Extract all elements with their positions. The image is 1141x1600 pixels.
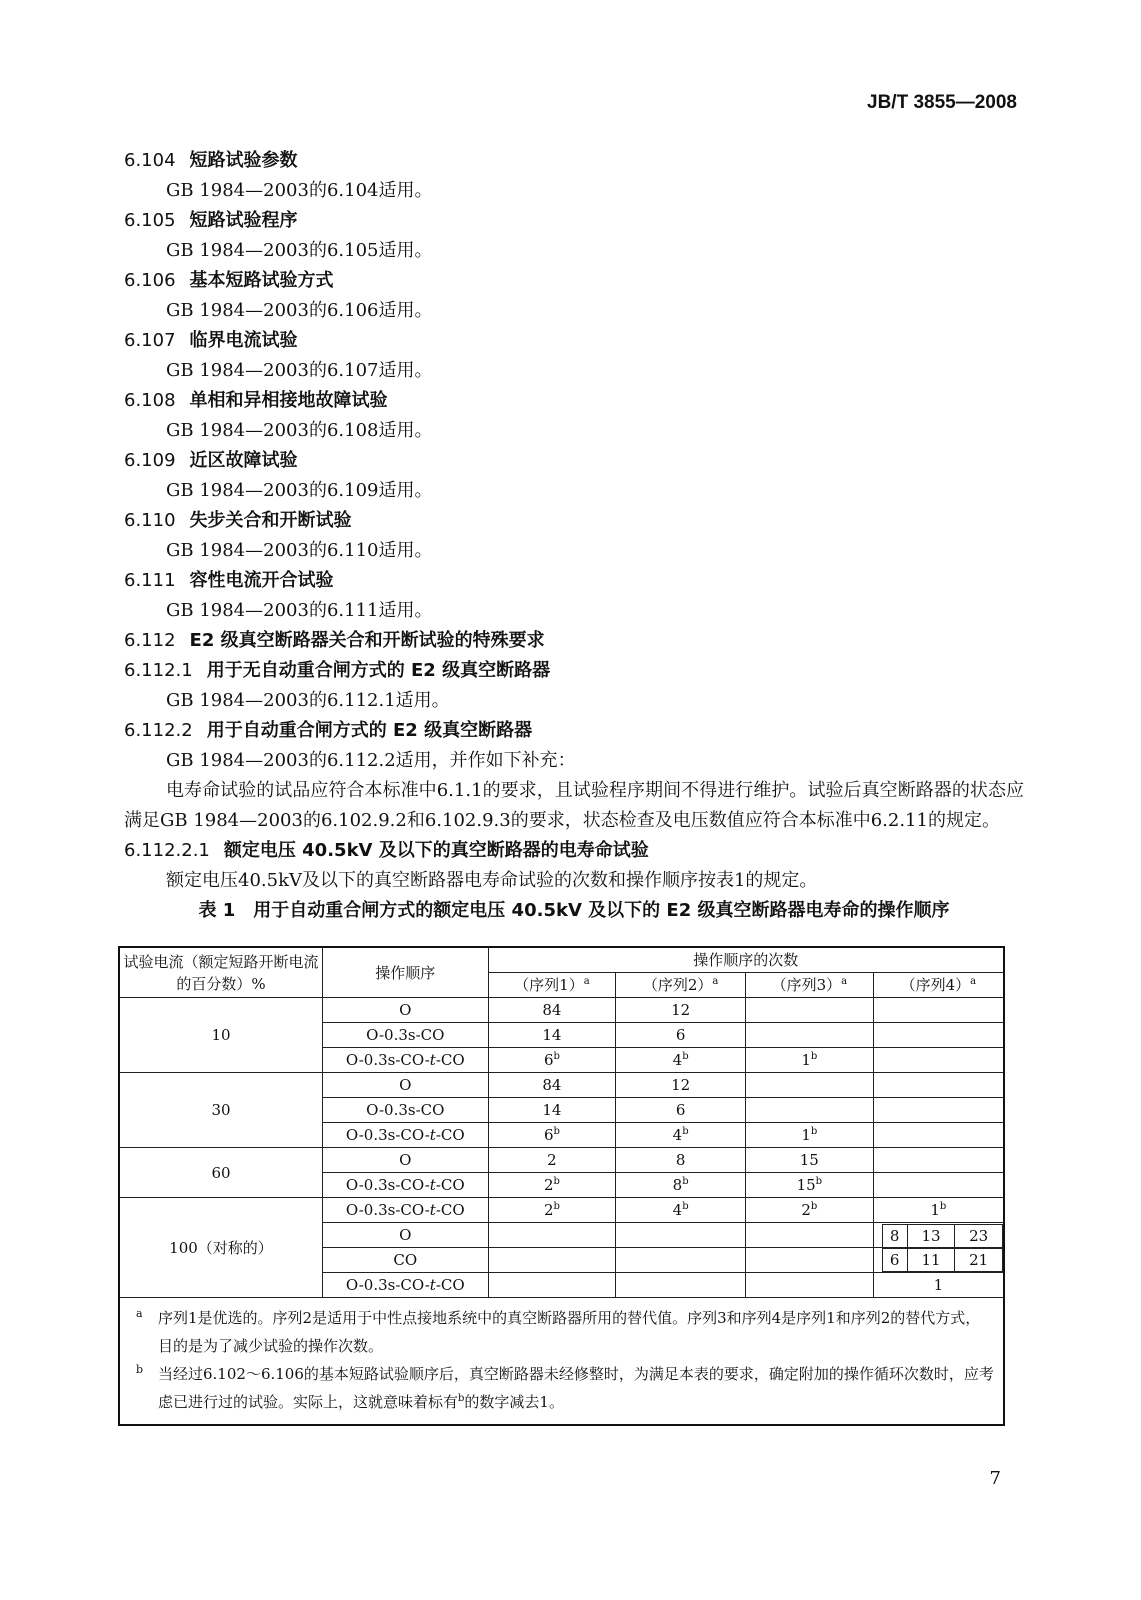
operation-cell: CO	[322, 1248, 488, 1273]
count-cell: 4$^b$	[616, 1123, 746, 1148]
count-cell: 2$^b$	[488, 1198, 616, 1223]
count-cell: 8	[616, 1148, 746, 1173]
section-heading: 6.112 E2 级真空断路器关合和开断试验的特殊要求	[124, 630, 545, 651]
count-cell: 8$^b$	[616, 1173, 746, 1198]
count-cell: 1	[873, 1273, 1004, 1298]
current-cell: 60	[119, 1148, 322, 1198]
count-cell: 12	[616, 998, 746, 1023]
section-heading: 6.109 近区故障试验	[124, 450, 298, 471]
header-operation-sequence: 操作顺序	[322, 947, 488, 998]
count-cell: 1$^b$	[745, 1048, 873, 1073]
operation-cell: O-0.3s-CO-t-CO	[322, 1173, 488, 1198]
count-cell: 6$^b$	[488, 1048, 616, 1073]
count-cell	[873, 1173, 1004, 1198]
section-text: GB 1984—2003的6.104适用。	[166, 180, 433, 201]
operation-cell: O-0.3s-CO-t-CO	[322, 1048, 488, 1073]
section-heading: 6.107 临界电流试验	[124, 330, 298, 351]
count-cell: 1$^b$	[873, 1198, 1004, 1223]
section-text: GB 1984—2003的6.110适用。	[166, 540, 433, 561]
header-test-current: 试验电流（额定短路开断电流的百分数）%	[119, 947, 322, 998]
count-cell	[745, 1223, 873, 1248]
count-cell	[616, 1223, 746, 1248]
table-footnotes	[119, 1298, 1004, 1426]
footnote-b: b 当经过6.102～6.106的基本短路试验顺序后，真空断路器未经修整时，为满足本表的要求，确定附加的操作循环次数时，应考虑已进行过的试验。实际上，这就意味着标有$^b$的数字减去1。	[136, 1363, 994, 1411]
count-cell	[616, 1273, 746, 1298]
table-row	[119, 1073, 1004, 1098]
section-heading: 6.112.2.1 额定电压 40.5kV 及以下的真空断路器的电寿命试验	[124, 840, 649, 861]
count-cell	[873, 1148, 1004, 1173]
operation-sequence-table	[118, 946, 1005, 1426]
operation-cell: O	[322, 998, 488, 1023]
section-heading: 6.104 短路试验参数	[124, 150, 298, 171]
count-cell: 15	[745, 1148, 873, 1173]
section-heading: 6.112.1 用于无自动重合闸方式的 E2 级真空断路器	[124, 660, 551, 681]
table-row	[119, 1148, 1004, 1173]
count-cell	[488, 1223, 616, 1248]
operation-cell: O-0.3s-CO-t-CO	[322, 1123, 488, 1148]
current-cell: 100（对称的）	[119, 1198, 322, 1298]
sequence-4-subcells	[882, 1224, 1003, 1247]
count-subcell: 23	[955, 1224, 1003, 1247]
count-cell	[873, 1048, 1004, 1073]
section-heading: 6.111 容性电流开合试验	[124, 570, 334, 591]
operation-cell: O	[322, 1223, 488, 1248]
count-cell: 6	[616, 1023, 746, 1048]
sequence-4-subcells	[882, 1248, 1003, 1272]
footnote-a: a 序列1是优选的。序列2是适用于中性点接地系统中的真空断路器所用的替代值。序列3和序列4是序列1和序列2的替代方式，目的是为了减少试验的操作次数。	[136, 1307, 981, 1355]
operation-cell: O-0.3s-CO-t-CO	[322, 1273, 488, 1298]
section-text: GB 1984—2003的6.112.2适用，并作如下补充：	[166, 750, 576, 771]
operation-cell: O-0.3s-CO	[322, 1023, 488, 1048]
count-cell	[873, 1248, 1004, 1273]
section-text: GB 1984—2003的6.111适用。	[166, 600, 433, 621]
header-sequence-4: （序列4）$^a$	[873, 973, 1004, 998]
count-cell: 6	[616, 1098, 746, 1123]
current-cell: 30	[119, 1073, 322, 1148]
operation-cell: O-0.3s-CO-t-CO	[322, 1198, 488, 1223]
count-cell: 4$^b$	[616, 1048, 746, 1073]
count-cell	[488, 1248, 616, 1273]
count-cell	[745, 998, 873, 1023]
section-heading: 6.112.2 用于自动重合闸方式的 E2 级真空断路器	[124, 720, 533, 741]
count-cell	[873, 1098, 1004, 1123]
count-cell: 2	[488, 1148, 616, 1173]
count-cell	[745, 1098, 873, 1123]
count-subcell: 11	[907, 1249, 955, 1272]
page-number: 7	[989, 1468, 1001, 1489]
section-text: 额定电压40.5kV及以下的真空断路器电寿命试验的次数和操作顺序按表1的规定。	[166, 870, 818, 891]
table-row	[119, 998, 1004, 1023]
count-cell: 15$^b$	[745, 1173, 873, 1198]
header-sequence-1: （序列1）$^a$	[488, 973, 616, 998]
footnote-cell	[119, 1298, 1004, 1426]
header-operation-counts: 操作顺序的次数	[488, 947, 1004, 973]
operation-cell: O	[322, 1073, 488, 1098]
count-cell	[745, 1023, 873, 1048]
table-caption: 表 1 用于自动重合闸方式的额定电压 40.5kV 及以下的 E2 级真空断路器电寿命的操作顺序	[198, 900, 950, 921]
section-heading: 6.110 失步关合和开断试验	[124, 510, 352, 531]
operation-cell: O-0.3s-CO	[322, 1098, 488, 1123]
count-cell: 84	[488, 1073, 616, 1098]
count-cell: 1$^b$	[745, 1123, 873, 1148]
count-cell	[873, 998, 1004, 1023]
count-cell	[873, 1123, 1004, 1148]
table-header-row	[119, 947, 1004, 973]
section-heading: 6.108 单相和异相接地故障试验	[124, 390, 388, 411]
count-subcell: 21	[955, 1249, 1003, 1272]
header-sequence-3: （序列3）$^a$	[745, 973, 873, 998]
count-cell: 12	[616, 1073, 746, 1098]
document-body	[124, 146, 1024, 926]
count-subcell: 13	[907, 1224, 955, 1247]
operation-cell: O	[322, 1148, 488, 1173]
count-cell: 14	[488, 1098, 616, 1123]
section-text: GB 1984—2003的6.105适用。	[166, 240, 433, 261]
count-cell	[873, 1023, 1004, 1048]
paragraph: 电寿命试验的试品应符合本标准中6.1.1的要求，且试验程序期间不得进行维护。试验后真空断路器的状态应满足GB 1984—2003的6.102.9.2和6.102.9.3的要求，状态检查及电压数值应符合本标准中6.2.11的规定。	[124, 780, 1024, 831]
count-cell: 2$^b$	[488, 1173, 616, 1198]
count-cell	[745, 1273, 873, 1298]
count-cell	[873, 1223, 1004, 1248]
section-text: GB 1984—2003的6.107适用。	[166, 360, 433, 381]
count-subcell: 8	[889, 1226, 900, 1245]
count-cell: 14	[488, 1023, 616, 1048]
table-row	[119, 1198, 1004, 1223]
section-heading: 6.106 基本短路试验方式	[124, 270, 334, 291]
header-sequence-2: （序列2）$^a$	[616, 973, 746, 998]
count-cell	[616, 1248, 746, 1273]
section-text: GB 1984—2003的6.108适用。	[166, 420, 433, 441]
count-cell	[488, 1273, 616, 1298]
section-text: GB 1984—2003的6.112.1适用。	[166, 690, 450, 711]
section-text: GB 1984—2003的6.106适用。	[166, 300, 433, 321]
count-cell: 2$^b$	[745, 1198, 873, 1223]
count-cell: 84	[488, 998, 616, 1023]
count-subcell: 6	[889, 1251, 900, 1269]
count-cell: 4$^b$	[616, 1198, 746, 1223]
count-cell: 6$^b$	[488, 1123, 616, 1148]
section-heading: 6.105 短路试验程序	[124, 210, 298, 231]
document-code: JB/T 3855—2008	[867, 92, 1017, 113]
count-cell	[745, 1073, 873, 1098]
current-cell: 10	[119, 998, 322, 1073]
count-cell	[745, 1248, 873, 1273]
section-text: GB 1984—2003的6.109适用。	[166, 480, 433, 501]
count-cell	[873, 1073, 1004, 1098]
